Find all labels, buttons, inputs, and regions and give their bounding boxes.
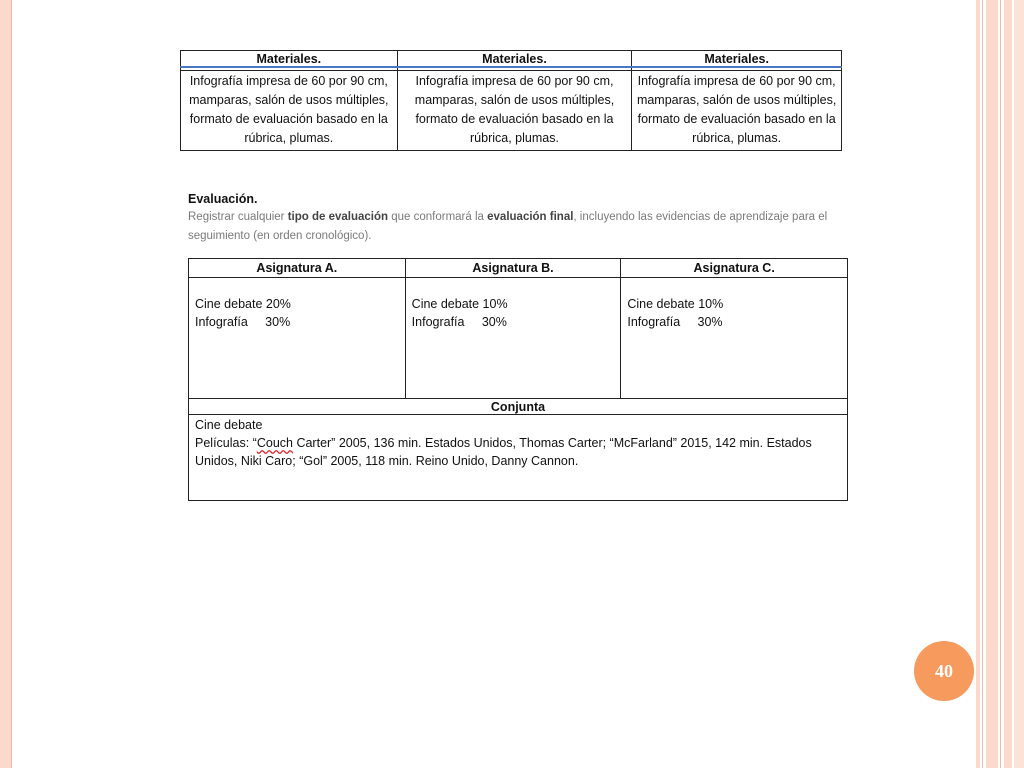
cell-line: Infografía 30% <box>411 315 507 329</box>
cell-line: Infografía 30% <box>195 315 291 329</box>
asignatura-cell <box>189 278 406 399</box>
evaluacion-description: Registrar cualquier tipo de evaluación que conformará la evaluación final, incluyendo las evidencias de aprendizaje para el seguimiento (en orden cronológico). <box>188 211 828 242</box>
materiales-cell: Infografía impresa de 60 por 90 cm, mamparas, salón de usos múltiples, formato de evaluación basado en la rúbrica, plumas. <box>632 71 842 151</box>
right-decorative-stripes <box>976 0 1024 768</box>
asignatura-cell <box>405 278 621 399</box>
evaluacion-title: Evaluación. <box>188 192 258 206</box>
conjunta-cell <box>189 415 848 501</box>
materiales-header: Materiales. <box>181 51 398 68</box>
page-number-badge: 40 <box>914 641 974 701</box>
materiales-table <box>180 50 842 151</box>
materiales-cell: Infografía impresa de 60 por 90 cm, mamparas, salón de usos múltiples, formato de evaluación basado en la rúbrica, plumas. <box>397 71 632 151</box>
materiales-cell: Infografía impresa de 60 por 90 cm, mamparas, salón de usos múltiples, formato de evaluación basado en la rúbrica, plumas. <box>181 71 398 151</box>
materiales-header: Materiales. <box>397 51 632 68</box>
conjunta-line: Cine debate <box>195 418 263 432</box>
asignatura-header: Asignatura B. <box>405 259 621 278</box>
cell-line: Cine debate 10% <box>627 297 724 311</box>
materiales-header: Materiales. <box>632 51 842 68</box>
left-decorative-strip <box>0 0 12 768</box>
peliculas-text: Películas: “Couch Carter” 2005, 136 min. Estados Unidos, Thomas Carter; “McFarland” 2015, 142 min. Estados Unidos, Niki Caro; “Gol” 2005, 118 min. Reino Unido, Danny Cannon. <box>195 436 812 468</box>
asignatura-header: Asignatura A. <box>189 259 406 278</box>
asignaturas-table <box>188 258 848 501</box>
cell-line: Cine debate 10% <box>411 297 508 311</box>
cell-line: Cine debate 20% <box>195 297 291 311</box>
asignatura-header: Asignatura C. <box>621 259 848 278</box>
asignatura-cell <box>621 278 848 399</box>
conjunta-header: Conjunta <box>189 399 848 415</box>
cell-line: Infografía 30% <box>627 315 723 329</box>
